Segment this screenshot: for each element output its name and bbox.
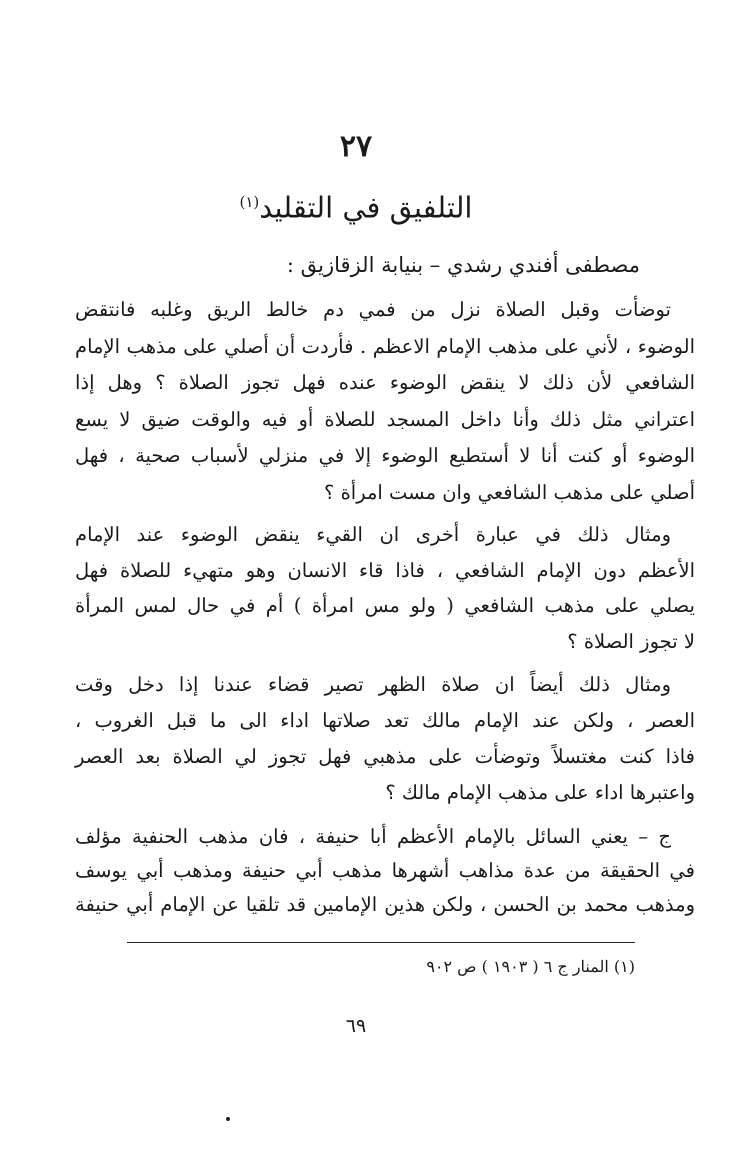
fatwa-number: ٢٧ — [339, 129, 373, 164]
text-line: الوضوء ، لأني على مذهب الإمام الاعظم . فأردت أن أصلي على مذهب الإمام — [75, 334, 695, 358]
scan-speck — [226, 1117, 230, 1121]
text-line: الوضوء أو كنت أنا لا أستطيع الوضوء إلا في منزلي لأسباب صحية ، فهل — [75, 444, 695, 468]
text-line: العصر ، ولكن عند الإمام مالك تعد صلاتها اداء الى ما قبل الغروب ، — [75, 709, 695, 732]
title-footnote-marker: (١) — [239, 193, 260, 211]
text-line: ومثال ذلك أيضاً ان صلاة الظهر تصير قضاء عندنا إذا دخل وقت — [75, 673, 671, 696]
asker-line: مصطفى أفندي رشدي – بنيابة الزقازيق : — [286, 253, 640, 277]
text-line: توضأت وقبل الصلاة نزل من فمي دم خالط الريق وغلبه فانتقض — [75, 298, 671, 321]
text-line: أصلي على مذهب الشافعي وان مست امرأة ؟ — [324, 480, 695, 504]
example-paragraph — [75, 667, 695, 811]
footnote: (١) المنار ج ٦ ( ١٩٠٣ ) ص ٩٠٢ — [426, 957, 635, 976]
text-line: ج – يعني السائل بالإمام الأعظم أبا حنيفة ، فان مذهب الحنفية مؤلف — [75, 825, 671, 848]
text-line: ومذهب محمد بن الحسن ، ولكن هذين الإمامين قد تلقيا عن الإمام أبي حنيفة — [75, 893, 695, 916]
text-line: فاذا كنت مغتسلاً وتوضأت على مذهبي فهل تجوز لي الصلاة بعد العصر — [75, 745, 695, 768]
text-line: في الحقيقة من عدة مذاهب أشهرها مذهب أبي حنيفة ومذهب أبي يوسف — [75, 859, 695, 882]
text-line: لا تجوز الصلاة ؟ — [567, 629, 695, 653]
text-line: الشافعي لأن ذلك لا ينقض الوضوء عنده فهل تجوز الصلاة ؟ وهل إذا — [75, 371, 695, 395]
text-line: واعتبرها اداء على مذهب الإمام مالك ؟ — [385, 781, 695, 804]
fatwa-title — [0, 182, 712, 228]
footnote-divider — [127, 942, 635, 943]
title-text: التلفيق في التقليد — [259, 190, 473, 225]
text-line: يصلي على مذهب الشافعي ( ولو مس امرأة ) أم في حال لمس المرأة — [75, 594, 695, 617]
text-line: الأعظم دون الإمام الشافعي ، فاذا قاء الانسان وهو متهيء للصلاة فهل — [75, 558, 695, 582]
text-line: اعتراني مثل ذلك وأنا داخل المسجد للصلاة أو فيه والوقت ضيق لا يسع — [75, 407, 695, 431]
example-paragraph — [75, 517, 695, 659]
question-paragraph — [75, 292, 695, 512]
text-line: ومثال ذلك في عبارة أخرى ان القيء ينقض الوضوء عند الإمام — [75, 523, 671, 546]
answer-paragraph — [75, 820, 695, 922]
page-number: ٦٩ — [345, 1015, 367, 1037]
